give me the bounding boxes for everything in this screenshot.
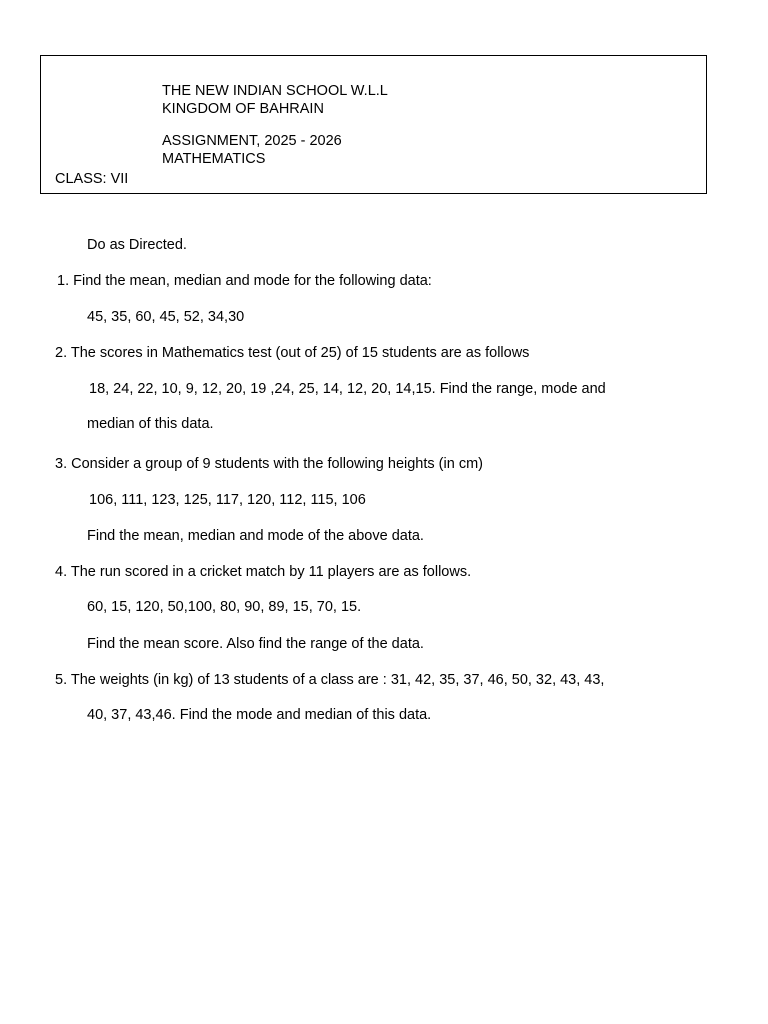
question-stem: 4. The run scored in a cricket match by 11 players are as follows. (55, 564, 472, 580)
question-stem: 5. The weights (in kg) of 13 students of a class are : 31, 42, 35, 37, 46, 50, 32, 43, 43, (55, 672, 605, 688)
class-label: CLASS: VII (55, 171, 129, 187)
assignment-title: ASSIGNMENT, 2025 - 2026 (162, 133, 342, 149)
question-stem: 2. The scores in Mathematics test (out of 25) of 15 students are as follows (55, 345, 530, 361)
header-box (40, 55, 707, 194)
question-stem: 1. Find the mean, median and mode for the following data: (57, 273, 432, 289)
question-line: 106, 111, 123, 125, 117, 120, 112, 115, 106 (89, 492, 366, 508)
country-name: KINGDOM OF BAHRAIN (162, 101, 324, 117)
question-stem: 3. Consider a group of 9 students with the following heights (in cm) (55, 456, 483, 472)
question-line: Find the mean, median and mode of the above data. (87, 528, 424, 544)
question-line: 40, 37, 43,46. Find the mode and median of this data. (87, 707, 432, 723)
school-name: THE NEW INDIAN SCHOOL W.L.L (162, 83, 388, 99)
question-line: Find the mean score. Also find the range of the data. (87, 636, 424, 652)
question-line: 18, 24, 22, 10, 9, 12, 20, 19 ,24, 25, 14, 12, 20, 14,15. Find the range, mode and (89, 381, 606, 397)
subject-title: MATHEMATICS (162, 151, 266, 167)
question-line: 60, 15, 120, 50,100, 80, 90, 89, 15, 70, 15. (87, 599, 362, 615)
question-line: median of this data. (87, 416, 214, 432)
question-line: 45, 35, 60, 45, 52, 34,30 (87, 309, 245, 325)
instructions: Do as Directed. (87, 237, 187, 253)
